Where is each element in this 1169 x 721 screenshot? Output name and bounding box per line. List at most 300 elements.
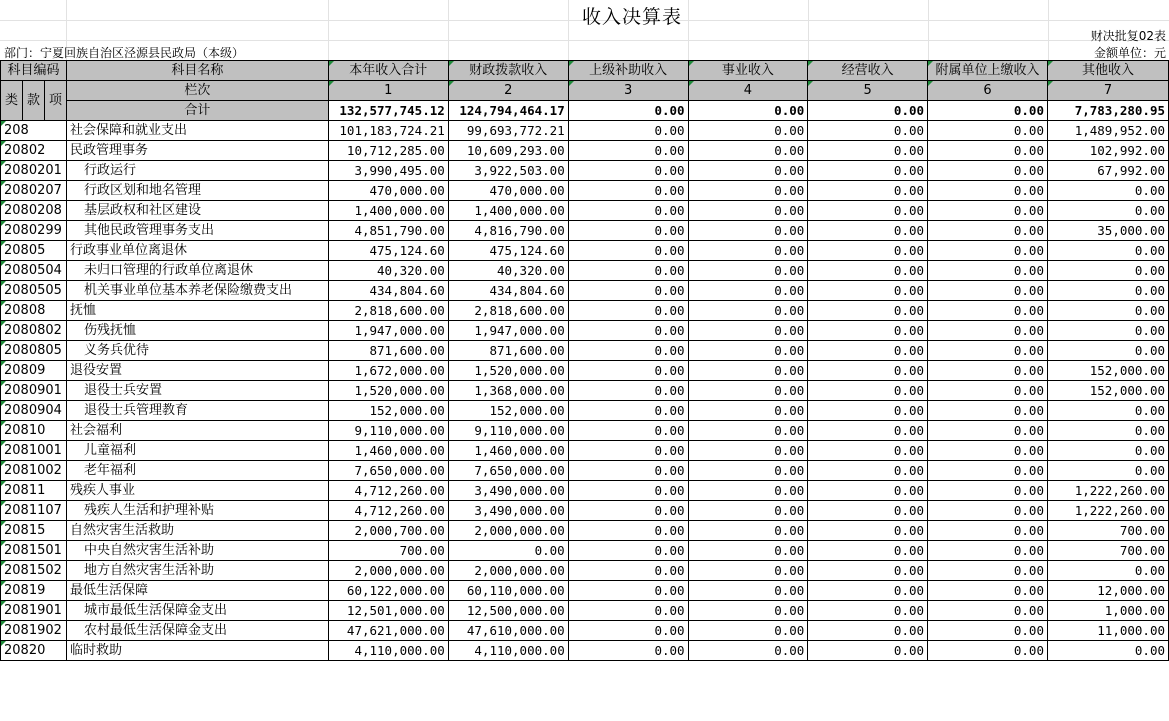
amount-cell[interactable]: 470,000.00 <box>328 181 448 201</box>
amount-cell[interactable]: 0.00 <box>808 221 928 241</box>
amount-cell[interactable]: 0.00 <box>928 141 1048 161</box>
amount-cell[interactable]: 0.00 <box>688 441 808 461</box>
amount-cell[interactable]: 0.00 <box>688 221 808 241</box>
amount-cell[interactable]: 0.00 <box>808 321 928 341</box>
amount-cell[interactable]: 0.00 <box>928 381 1048 401</box>
amount-cell[interactable]: 0.00 <box>568 141 688 161</box>
amount-cell[interactable]: 152,000.00 <box>328 401 448 421</box>
amount-cell[interactable]: 700.00 <box>328 541 448 561</box>
amount-cell[interactable]: 0.00 <box>568 501 688 521</box>
col-number[interactable]: 2 <box>448 81 568 101</box>
amount-cell[interactable]: 4,110,000.00 <box>448 641 568 661</box>
subject-code-cell[interactable]: 20811 <box>1 481 67 501</box>
subject-code-cell[interactable]: 2080207 <box>1 181 67 201</box>
subject-name-cell[interactable]: 残疾人事业 <box>66 481 328 501</box>
subject-code-cell[interactable]: 2081501 <box>1 541 67 561</box>
subject-name-cell[interactable]: 未归口管理的行政单位离退休 <box>66 261 328 281</box>
amount-cell[interactable]: 0.00 <box>808 461 928 481</box>
amount-cell[interactable]: 0.00 <box>568 381 688 401</box>
amount-cell[interactable]: 0.00 <box>688 521 808 541</box>
subject-code-cell[interactable]: 2080299 <box>1 221 67 241</box>
amount-cell[interactable]: 0.00 <box>688 501 808 521</box>
amount-cell[interactable]: 0.00 <box>808 341 928 361</box>
amount-cell[interactable]: 0.00 <box>568 321 688 341</box>
subject-name-cell[interactable]: 伤残抚恤 <box>66 321 328 341</box>
amount-cell[interactable]: 0.00 <box>928 641 1048 661</box>
subject-name-cell[interactable]: 退役士兵安置 <box>66 381 328 401</box>
amount-cell[interactable]: 0.00 <box>568 401 688 421</box>
amount-cell[interactable]: 9,110,000.00 <box>328 421 448 441</box>
amount-cell[interactable]: 0.00 <box>688 561 808 581</box>
form-number: 财决批复02表 <box>1090 29 1166 43</box>
header-lanci[interactable]: 栏次 <box>66 81 328 101</box>
amount-cell[interactable]: 0.00 <box>568 241 688 261</box>
amount-cell[interactable]: 1,368,000.00 <box>448 381 568 401</box>
amount-cell[interactable]: 0.00 <box>568 521 688 541</box>
amount-cell[interactable]: 0.00 <box>928 161 1048 181</box>
amount-cell[interactable]: 0.00 <box>928 341 1048 361</box>
total-cell[interactable]: 7,783,280.95 <box>1047 101 1168 121</box>
subject-code-cell[interactable]: 2080904 <box>1 401 67 421</box>
amount-cell[interactable]: 60,110,000.00 <box>448 581 568 601</box>
subject-name-cell[interactable]: 基层政权和社区建设 <box>66 201 328 221</box>
total-cell[interactable]: 0.00 <box>568 101 688 121</box>
table-row <box>1 621 1169 641</box>
subject-name-cell[interactable]: 行政运行 <box>66 161 328 181</box>
amount-cell[interactable]: 0.00 <box>808 361 928 381</box>
table-row <box>1 541 1169 561</box>
amount-cell[interactable]: 871,600.00 <box>448 341 568 361</box>
amount-cell[interactable]: 0.00 <box>1047 201 1168 221</box>
amount-cell[interactable]: 0.00 <box>688 361 808 381</box>
table-row <box>1 201 1169 221</box>
header-row <box>1 61 1169 81</box>
amount-cell[interactable]: 2,000,700.00 <box>328 521 448 541</box>
amount-cell[interactable]: 1,222,260.00 <box>1047 481 1168 501</box>
subject-name-cell[interactable]: 自然灾害生活救助 <box>66 521 328 541</box>
page-title: 收入决算表 <box>581 6 682 28</box>
total-cell[interactable]: 124,794,464.17 <box>448 101 568 121</box>
subject-code-cell[interactable]: 2080802 <box>1 321 67 341</box>
subject-name-cell[interactable]: 机关事业单位基本养老保险缴费支出 <box>66 281 328 301</box>
amount-cell[interactable]: 0.00 <box>568 161 688 181</box>
header-name[interactable]: 科目名称 <box>66 61 328 81</box>
amount-cell[interactable]: 0.00 <box>568 461 688 481</box>
subject-name-cell[interactable]: 退役士兵管理教育 <box>66 401 328 421</box>
subject-name-cell[interactable]: 临时救助 <box>66 641 328 661</box>
amount-cell[interactable]: 0.00 <box>688 141 808 161</box>
amount-cell[interactable]: 0.00 <box>688 401 808 421</box>
amount-cell[interactable]: 0.00 <box>568 201 688 221</box>
amount-cell[interactable]: 1,222,260.00 <box>1047 501 1168 521</box>
income-table <box>0 60 1169 661</box>
amount-cell[interactable]: 0.00 <box>928 261 1048 281</box>
amount-cell[interactable]: 0.00 <box>928 521 1048 541</box>
table-row <box>1 241 1169 261</box>
amount-cell[interactable]: 1,947,000.00 <box>328 321 448 341</box>
amount-cell[interactable]: 0.00 <box>688 201 808 221</box>
amount-cell[interactable]: 101,183,724.21 <box>328 121 448 141</box>
subject-name-cell[interactable]: 地方自然灾害生活补助 <box>66 561 328 581</box>
subject-code-cell[interactable]: 2080504 <box>1 261 67 281</box>
amount-cell[interactable]: 1,460,000.00 <box>448 441 568 461</box>
amount-cell[interactable]: 0.00 <box>808 201 928 221</box>
amount-cell[interactable]: 0.00 <box>928 361 1048 381</box>
amount-cell[interactable]: 0.00 <box>928 181 1048 201</box>
amount-cell[interactable]: 7,650,000.00 <box>448 461 568 481</box>
department-label: 部门：宁夏回族自治区泾源县民政局（本级） <box>4 46 245 60</box>
table-row <box>1 161 1169 181</box>
amount-cell[interactable]: 0.00 <box>1047 641 1168 661</box>
amount-cell[interactable]: 0.00 <box>808 621 928 641</box>
amount-cell[interactable]: 2,818,600.00 <box>448 301 568 321</box>
table-row <box>1 181 1169 201</box>
amount-cell[interactable]: 0.00 <box>928 581 1048 601</box>
amount-cell[interactable]: 1,400,000.00 <box>328 201 448 221</box>
amount-cell[interactable]: 0.00 <box>688 241 808 261</box>
amount-cell[interactable]: 0.00 <box>1047 561 1168 581</box>
amount-cell[interactable]: 0.00 <box>808 381 928 401</box>
amount-cell[interactable]: 0.00 <box>1047 241 1168 261</box>
amount-cell[interactable]: 0.00 <box>808 281 928 301</box>
amount-cell[interactable]: 470,000.00 <box>448 181 568 201</box>
amount-cell[interactable]: 1,947,000.00 <box>448 321 568 341</box>
amount-cell[interactable]: 35,000.00 <box>1047 221 1168 241</box>
total-label[interactable]: 合计 <box>66 101 328 121</box>
amount-cell[interactable]: 102,992.00 <box>1047 141 1168 161</box>
amount-unit-label: 金额单位：元 <box>1093 46 1166 60</box>
col-number[interactable]: 6 <box>928 81 1048 101</box>
subject-name-cell[interactable]: 儿童福利 <box>66 441 328 461</box>
header-col-5[interactable]: 经营收入 <box>808 61 928 81</box>
amount-cell[interactable]: 0.00 <box>1047 441 1168 461</box>
amount-cell[interactable]: 4,712,260.00 <box>328 481 448 501</box>
header-col-1[interactable]: 本年收入合计 <box>328 61 448 81</box>
total-row <box>1 101 1169 121</box>
table-row <box>1 401 1169 421</box>
amount-cell[interactable]: 4,851,790.00 <box>328 221 448 241</box>
amount-cell[interactable]: 0.00 <box>1047 401 1168 421</box>
amount-cell[interactable]: 0.00 <box>688 641 808 661</box>
amount-cell[interactable]: 0.00 <box>688 281 808 301</box>
subject-name-cell[interactable]: 民政管理事务 <box>66 141 328 161</box>
subject-code-cell[interactable]: 2080901 <box>1 381 67 401</box>
amount-cell[interactable]: 0.00 <box>688 621 808 641</box>
amount-cell[interactable]: 0.00 <box>568 541 688 561</box>
amount-cell[interactable]: 0.00 <box>688 581 808 601</box>
amount-cell[interactable]: 434,804.60 <box>328 281 448 301</box>
table-row <box>1 561 1169 581</box>
amount-cell[interactable]: 0.00 <box>1047 421 1168 441</box>
col-number[interactable]: 1 <box>328 81 448 101</box>
amount-cell[interactable]: 0.00 <box>568 421 688 441</box>
amount-cell[interactable]: 1,400,000.00 <box>448 201 568 221</box>
subject-name-cell[interactable]: 老年福利 <box>66 461 328 481</box>
amount-cell[interactable]: 0.00 <box>568 601 688 621</box>
subject-code-cell[interactable]: 208 <box>1 121 67 141</box>
subject-name-cell[interactable]: 社会保障和就业支出 <box>66 121 328 141</box>
amount-cell[interactable]: 0.00 <box>568 301 688 321</box>
amount-cell[interactable]: 4,816,790.00 <box>448 221 568 241</box>
subject-code-cell[interactable]: 2081107 <box>1 501 67 521</box>
subject-name-cell[interactable]: 最低生活保障 <box>66 581 328 601</box>
amount-cell[interactable]: 0.00 <box>808 401 928 421</box>
amount-cell[interactable]: 0.00 <box>928 281 1048 301</box>
amount-cell[interactable]: 0.00 <box>568 641 688 661</box>
amount-cell[interactable]: 0.00 <box>568 341 688 361</box>
amount-cell[interactable]: 0.00 <box>808 241 928 261</box>
amount-cell[interactable]: 0.00 <box>808 601 928 621</box>
header-code[interactable]: 科目编码 <box>1 61 67 81</box>
amount-cell[interactable]: 0.00 <box>928 401 1048 421</box>
amount-cell[interactable]: 0.00 <box>1047 321 1168 341</box>
amount-cell[interactable]: 0.00 <box>928 621 1048 641</box>
amount-cell[interactable]: 0.00 <box>808 541 928 561</box>
amount-cell[interactable]: 3,490,000.00 <box>448 481 568 501</box>
amount-cell[interactable]: 0.00 <box>928 441 1048 461</box>
table-row <box>1 601 1169 621</box>
amount-cell[interactable]: 0.00 <box>808 501 928 521</box>
header-col-4[interactable]: 事业收入 <box>688 61 808 81</box>
amount-cell[interactable]: 0.00 <box>1047 261 1168 281</box>
subject-code-cell[interactable]: 20820 <box>1 641 67 661</box>
amount-cell[interactable]: 0.00 <box>1047 461 1168 481</box>
amount-cell[interactable]: 7,650,000.00 <box>328 461 448 481</box>
total-cell[interactable]: 0.00 <box>808 101 928 121</box>
col-number[interactable]: 3 <box>568 81 688 101</box>
amount-cell[interactable]: 0.00 <box>808 581 928 601</box>
amount-cell[interactable]: 0.00 <box>928 321 1048 341</box>
header-col-6[interactable]: 附属单位上缴收入 <box>928 61 1048 81</box>
amount-cell[interactable]: 475,124.60 <box>448 241 568 261</box>
table-row <box>1 441 1169 461</box>
amount-cell[interactable]: 3,490,000.00 <box>448 501 568 521</box>
amount-cell[interactable]: 11,000.00 <box>1047 621 1168 641</box>
subject-code-cell[interactable]: 2081001 <box>1 441 67 461</box>
amount-cell[interactable]: 0.00 <box>928 501 1048 521</box>
amount-cell[interactable]: 0.00 <box>1047 281 1168 301</box>
amount-cell[interactable]: 152,000.00 <box>448 401 568 421</box>
amount-cell[interactable]: 40,320.00 <box>448 261 568 281</box>
amount-cell[interactable]: 0.00 <box>688 421 808 441</box>
amount-cell[interactable]: 152,000.00 <box>1047 361 1168 381</box>
amount-cell[interactable]: 0.00 <box>808 181 928 201</box>
subject-code-cell[interactable]: 20815 <box>1 521 67 541</box>
subject-code-cell[interactable]: 20809 <box>1 361 67 381</box>
col-number[interactable]: 5 <box>808 81 928 101</box>
amount-cell[interactable]: 0.00 <box>568 281 688 301</box>
header-col-3[interactable]: 上级补助收入 <box>568 61 688 81</box>
amount-cell[interactable]: 0.00 <box>928 541 1048 561</box>
amount-cell[interactable]: 12,501,000.00 <box>328 601 448 621</box>
amount-cell[interactable]: 1,000.00 <box>1047 601 1168 621</box>
amount-cell[interactable]: 99,693,772.21 <box>448 121 568 141</box>
amount-cell[interactable]: 0.00 <box>928 561 1048 581</box>
amount-cell[interactable]: 2,000,000.00 <box>448 561 568 581</box>
amount-cell[interactable]: 1,520,000.00 <box>328 381 448 401</box>
amount-cell[interactable]: 47,621,000.00 <box>328 621 448 641</box>
amount-cell[interactable]: 1,460,000.00 <box>328 441 448 461</box>
amount-cell[interactable]: 434,804.60 <box>448 281 568 301</box>
amount-cell[interactable]: 0.00 <box>568 261 688 281</box>
subject-name-cell[interactable]: 农村最低生活保障金支出 <box>66 621 328 641</box>
amount-cell[interactable]: 0.00 <box>808 441 928 461</box>
amount-cell[interactable]: 0.00 <box>448 541 568 561</box>
subject-name-cell[interactable]: 行政区划和地名管理 <box>66 181 328 201</box>
amount-cell[interactable]: 0.00 <box>808 141 928 161</box>
amount-cell[interactable]: 0.00 <box>928 221 1048 241</box>
amount-cell[interactable]: 12,000.00 <box>1047 581 1168 601</box>
amount-cell[interactable]: 1,672,000.00 <box>328 361 448 381</box>
subject-name-cell[interactable]: 行政事业单位离退休 <box>66 241 328 261</box>
amount-cell[interactable]: 0.00 <box>928 121 1048 141</box>
amount-cell[interactable]: 0.00 <box>688 161 808 181</box>
subject-name-cell[interactable]: 社会福利 <box>66 421 328 441</box>
subject-code-cell[interactable]: 2081901 <box>1 601 67 621</box>
amount-cell[interactable]: 152,000.00 <box>1047 381 1168 401</box>
amount-cell[interactable]: 0.00 <box>688 181 808 201</box>
amount-cell[interactable]: 0.00 <box>808 161 928 181</box>
subject-code-cell[interactable]: 2081002 <box>1 461 67 481</box>
subject-name-cell[interactable]: 中央自然灾害生活补助 <box>66 541 328 561</box>
table-row <box>1 141 1169 161</box>
amount-cell[interactable]: 0.00 <box>688 601 808 621</box>
amount-cell[interactable]: 0.00 <box>688 381 808 401</box>
header-lei[interactable]: 类 <box>1 81 23 121</box>
subject-name-cell[interactable]: 抚恤 <box>66 301 328 321</box>
amount-cell[interactable]: 0.00 <box>688 541 808 561</box>
amount-cell[interactable]: 0.00 <box>568 121 688 141</box>
amount-cell[interactable]: 47,610,000.00 <box>448 621 568 641</box>
subject-code-cell[interactable]: 2080208 <box>1 201 67 221</box>
amount-cell[interactable]: 475,124.60 <box>328 241 448 261</box>
amount-cell[interactable]: 700.00 <box>1047 541 1168 561</box>
table-row <box>1 381 1169 401</box>
header-xiang[interactable]: 项 <box>44 81 66 121</box>
amount-cell[interactable]: 3,922,503.00 <box>448 161 568 181</box>
amount-cell[interactable]: 40,320.00 <box>328 261 448 281</box>
column-number-row <box>1 81 1169 101</box>
total-cell[interactable]: 0.00 <box>688 101 808 121</box>
amount-cell[interactable]: 871,600.00 <box>328 341 448 361</box>
subject-code-cell[interactable]: 2081902 <box>1 621 67 641</box>
amount-cell[interactable]: 0.00 <box>808 521 928 541</box>
amount-cell[interactable]: 0.00 <box>808 481 928 501</box>
subject-code-cell[interactable]: 20802 <box>1 141 67 161</box>
amount-cell[interactable]: 0.00 <box>808 421 928 441</box>
amount-cell[interactable]: 0.00 <box>928 301 1048 321</box>
amount-cell[interactable]: 0.00 <box>568 181 688 201</box>
amount-cell[interactable]: 0.00 <box>928 201 1048 221</box>
amount-cell[interactable]: 0.00 <box>928 241 1048 261</box>
subject-code-cell[interactable]: 2080201 <box>1 161 67 181</box>
amount-cell[interactable]: 0.00 <box>568 581 688 601</box>
subject-name-cell[interactable]: 义务兵优待 <box>66 341 328 361</box>
amount-cell[interactable]: 0.00 <box>928 481 1048 501</box>
amount-cell[interactable]: 1,520,000.00 <box>448 361 568 381</box>
amount-cell[interactable]: 0.00 <box>1047 341 1168 361</box>
amount-cell[interactable]: 0.00 <box>688 121 808 141</box>
subject-code-cell[interactable]: 20819 <box>1 581 67 601</box>
amount-cell[interactable]: 60,122,000.00 <box>328 581 448 601</box>
table-row <box>1 521 1169 541</box>
amount-cell[interactable]: 0.00 <box>928 461 1048 481</box>
subject-code-cell[interactable]: 20810 <box>1 421 67 441</box>
amount-cell[interactable]: 0.00 <box>808 121 928 141</box>
header-col-2[interactable]: 财政拨款收入 <box>448 61 568 81</box>
amount-cell[interactable]: 1,489,952.00 <box>1047 121 1168 141</box>
amount-cell[interactable]: 0.00 <box>568 561 688 581</box>
col-number[interactable]: 7 <box>1047 81 1168 101</box>
amount-cell[interactable]: 10,609,293.00 <box>448 141 568 161</box>
subject-name-cell[interactable]: 退役安置 <box>66 361 328 381</box>
subject-code-cell[interactable]: 2081502 <box>1 561 67 581</box>
amount-cell[interactable]: 0.00 <box>928 601 1048 621</box>
amount-cell[interactable]: 0.00 <box>568 441 688 461</box>
subject-code-cell[interactable]: 2080505 <box>1 281 67 301</box>
total-cell[interactable]: 0.00 <box>928 101 1048 121</box>
amount-cell[interactable]: 0.00 <box>568 621 688 641</box>
amount-cell[interactable]: 0.00 <box>808 301 928 321</box>
amount-cell[interactable]: 2,000,000.00 <box>448 521 568 541</box>
amount-cell[interactable]: 0.00 <box>688 341 808 361</box>
amount-cell[interactable]: 0.00 <box>688 461 808 481</box>
amount-cell[interactable]: 67,992.00 <box>1047 161 1168 181</box>
subject-name-cell[interactable]: 城市最低生活保障金支出 <box>66 601 328 621</box>
amount-cell[interactable]: 4,110,000.00 <box>328 641 448 661</box>
header-kuan[interactable]: 款 <box>22 81 44 121</box>
amount-cell[interactable]: 0.00 <box>808 561 928 581</box>
amount-cell[interactable]: 4,712,260.00 <box>328 501 448 521</box>
table-row <box>1 121 1169 141</box>
subject-name-cell[interactable]: 残疾人生活和护理补贴 <box>66 501 328 521</box>
table-row <box>1 501 1169 521</box>
amount-cell[interactable]: 0.00 <box>1047 301 1168 321</box>
table-row <box>1 581 1169 601</box>
amount-cell[interactable]: 700.00 <box>1047 521 1168 541</box>
amount-cell[interactable]: 0.00 <box>1047 181 1168 201</box>
table-row <box>1 481 1169 501</box>
total-cell[interactable]: 132,577,745.12 <box>328 101 448 121</box>
header-col-7[interactable]: 其他收入 <box>1047 61 1168 81</box>
amount-cell[interactable]: 0.00 <box>688 321 808 341</box>
subject-code-cell[interactable]: 20808 <box>1 301 67 321</box>
subject-name-cell[interactable]: 其他民政管理事务支出 <box>66 221 328 241</box>
amount-cell[interactable]: 0.00 <box>568 361 688 381</box>
amount-cell[interactable]: 0.00 <box>568 221 688 241</box>
table-row <box>1 641 1169 661</box>
table-row <box>1 421 1169 441</box>
amount-cell[interactable]: 0.00 <box>928 421 1048 441</box>
amount-cell[interactable]: 12,500,000.00 <box>448 601 568 621</box>
subject-code-cell[interactable]: 2080805 <box>1 341 67 361</box>
table-row <box>1 261 1169 281</box>
amount-cell[interactable]: 0.00 <box>688 301 808 321</box>
col-number[interactable]: 4 <box>688 81 808 101</box>
amount-cell[interactable]: 0.00 <box>568 481 688 501</box>
subject-code-cell[interactable]: 20805 <box>1 241 67 261</box>
amount-cell[interactable]: 2,000,000.00 <box>328 561 448 581</box>
amount-cell[interactable]: 3,990,495.00 <box>328 161 448 181</box>
amount-cell[interactable]: 0.00 <box>688 261 808 281</box>
amount-cell[interactable]: 0.00 <box>808 261 928 281</box>
amount-cell[interactable]: 9,110,000.00 <box>448 421 568 441</box>
amount-cell[interactable]: 2,818,600.00 <box>328 301 448 321</box>
amount-cell[interactable]: 10,712,285.00 <box>328 141 448 161</box>
table-row <box>1 361 1169 381</box>
amount-cell[interactable]: 0.00 <box>808 641 928 661</box>
amount-cell[interactable]: 0.00 <box>688 481 808 501</box>
